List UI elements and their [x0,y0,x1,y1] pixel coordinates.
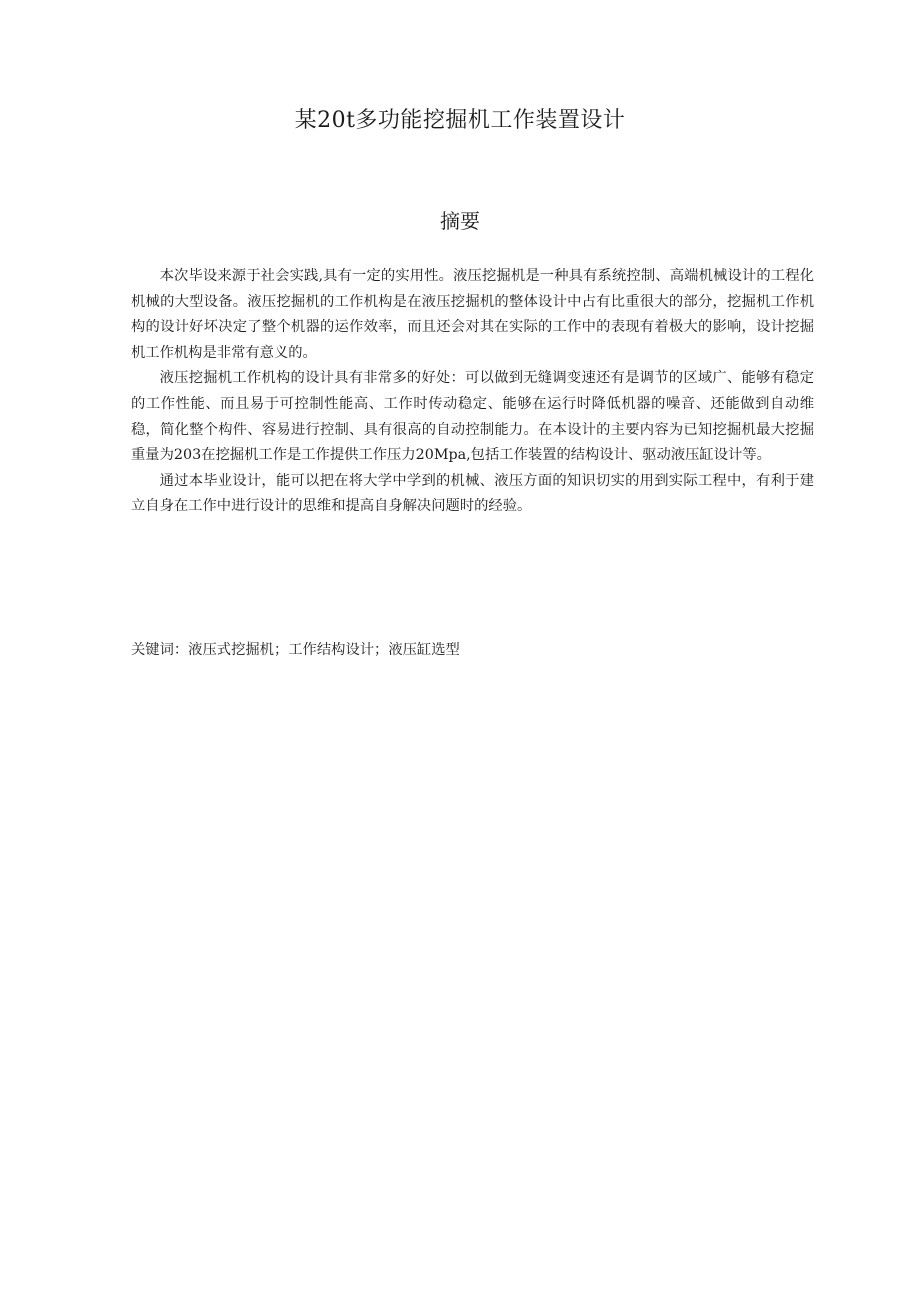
abstract-paragraph: 液压挖掘机工作机构的设计具有非常多的好处：可以做到无缝调变速还有是调节的区域广、能够有稳定的工作性能、而且易于可控制性能高、工作时传动稳定、能够在运行时降低机器的噪音、还能做到自动维稳，简化整个构件、容易进行控制、具有很高的自动控制能力。在本设计的主要内容为已知挖掘机最大挖掘重量为203在挖掘机工作是工作提供工作压力20Mpa,包括工作装置的结构设计、驱动液压缸设计等。 [131,370,814,464]
abstract-paragraph: 本次毕设来源于社会实践,具有一定的实用性。液压挖掘机是一种具有系统控制、高端机械设计的工程化机械的大型设备。液压挖掘机的工作机构是在液压挖掘机的整体设计中占有比重很大的部分，挖掘机工作机构的设计好坏决定了整个机器的运作效率，而且还会对其在实际的工作中的表现有着极大的影响，设计挖掘机工作机构是非常有意义的。 [131,268,814,361]
document-title: 某20t多功能挖掘机工作装置设计 [294,108,626,133]
abstract-body [131,264,814,520]
abstract-paragraph: 通过本毕业设计，能可以把在将大学中学到的机械、液压方面的知识切实的用到实际工程中，有利于建立自身在工作中进行设计的思维和提高自身解决问题时的经验。 [131,472,814,515]
keywords-line: 关键词：液压式挖掘机；工作结构设计；液压缸选型 [131,642,460,658]
abstract-heading: 摘要 [440,209,480,233]
